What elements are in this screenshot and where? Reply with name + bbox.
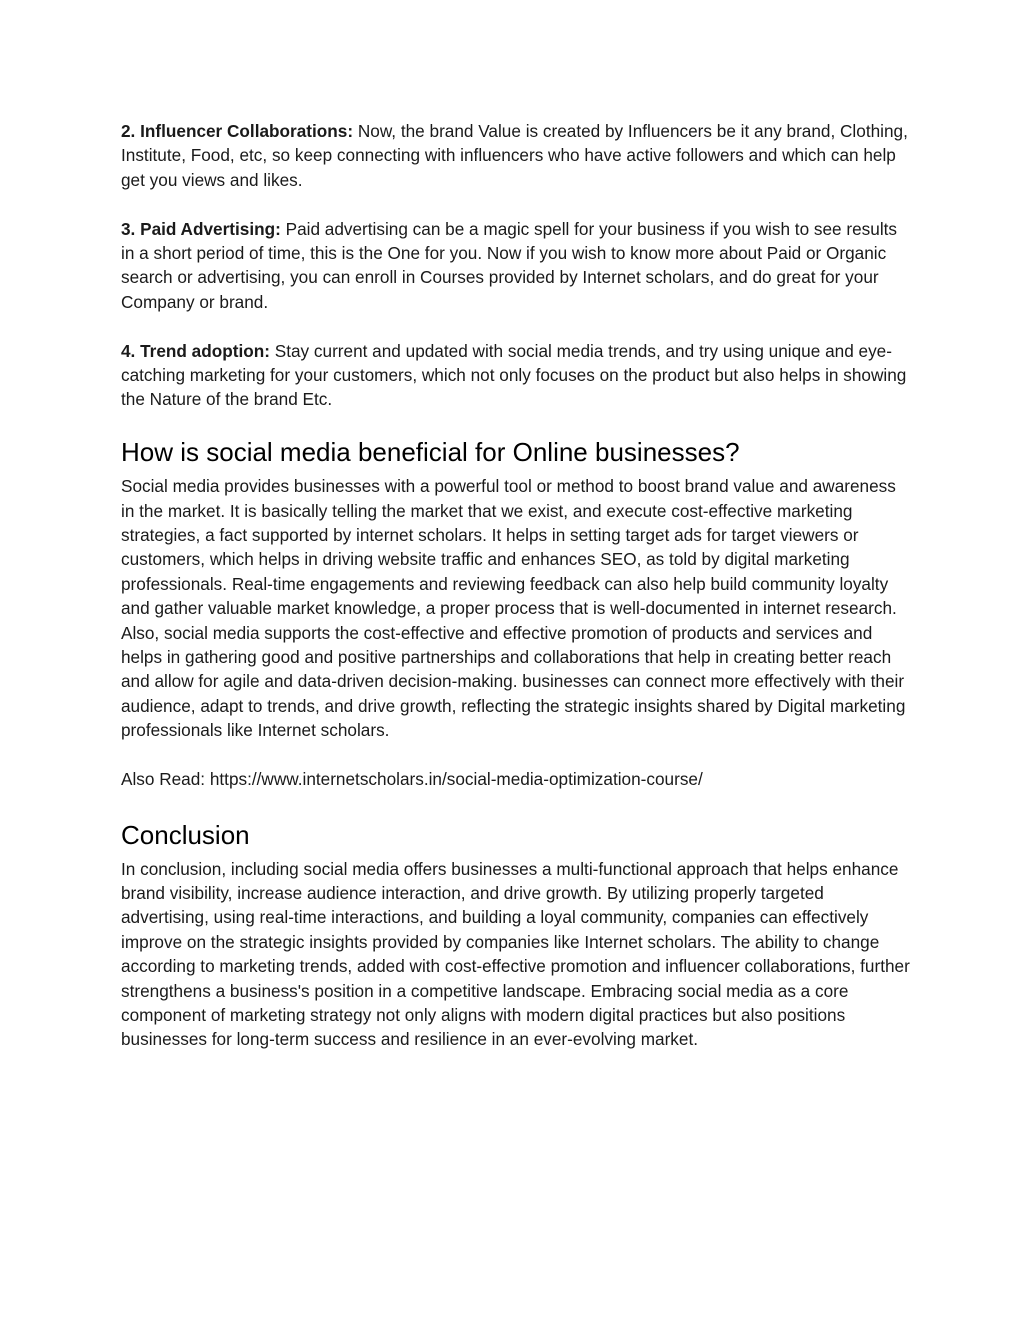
conclusion-paragraph: In conclusion, including social media offers businesses a multi-functional approach that helps enhance brand visibility, increase audience interaction, and drive growth. By utilizing properly targeted advertising, using real-time interactions, and building a loyal community, companies can effectively improve on the strategic insights provided by companies like Internet scholars. The ability to change according to marketing trends, added with cost-effective promotion and influencer collaborations, further strengthens a business's position in a competitive landscape. Embracing social media as a core component of marketing strategy not only aligns with modern digital practices but also positions businesses for long-term success and resilience in an ever-evolving market. — [121, 858, 910, 1050]
point-text: Stay current and updated with social media trends, and try using unique and eye-catching marketing for your customers, which not only focuses on the product but also helps in showing the Nature of the brand Etc. — [121, 340, 907, 410]
point-paid-advertising — [121, 217, 911, 315]
point-label: 3. Paid Advertising: — [121, 218, 281, 239]
point-label: 2. Influencer Collaborations: — [121, 121, 354, 141]
point-text: Paid advertising can be a magic spell for your business if you wish to see results in a short period of time, this is the One for you. Now if you wish to know more about Paid or Organic search or advertising, you can enroll in Courses provided by Internet scholars, and do great for your Company or brand. — [121, 218, 898, 312]
document-page — [121, 119, 911, 1052]
point-trend-adoption — [121, 339, 911, 412]
point-text: Now, the brand Value is created by Influencers be it any brand, Clothing, Institute, Food, etc, so keep connecting with influencers who have active followers and which can help get you views and likes. — [121, 121, 908, 190]
benefit-heading: How is social media beneficial for Online businesses? — [121, 437, 740, 468]
benefit-paragraph: Social media provides businesses with a powerful tool or method to boost brand value and awareness in the market. It is basically telling the market that we exist, and execute cost-effective marketing strategies, a fact supported by internet scholars. It helps in setting target ads for target viewers or customers, which helps in driving website traffic and enhances SEO, as told by digital marketing professionals. Real-time engagements and reviewing feedback can also help build community loyalty and gather valuable market knowledge, a proper process that is well-documented in internet research. Also, social media supports the cost-effective and effective promotion of products and services and helps in gathering good and positive partnerships and collaborations that help in creating better reach and allow for agile and data-driven decision-making. businesses can connect more effectively with their audience, adapt to trends, and drive growth, reflecting the strategic insights shared by Digital marketing professionals like Internet scholars. — [121, 476, 906, 741]
point-label: 4. Trend adoption: — [121, 340, 270, 361]
also-read-link-text: Also Read: https://www.internetscholars.in/social-media-optimization-course/ — [121, 769, 703, 790]
point-influencer-collaborations — [121, 119, 911, 192]
conclusion-heading: Conclusion — [121, 819, 250, 850]
